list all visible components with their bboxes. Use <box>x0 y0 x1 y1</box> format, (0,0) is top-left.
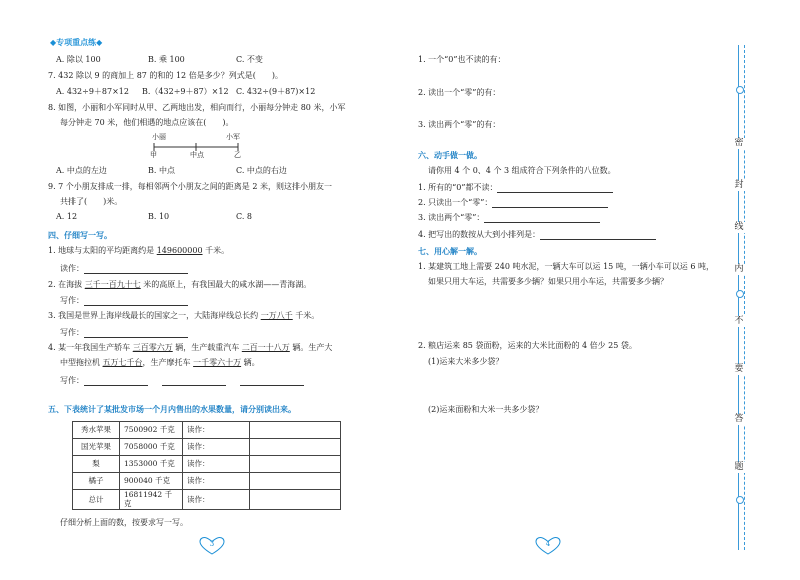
fruit-answer <box>250 439 341 456</box>
table-row <box>73 490 341 510</box>
s4-item-4-write: 写作： <box>60 376 304 386</box>
fruit-read: 读作： <box>183 422 250 439</box>
seal-char: 答 <box>729 414 749 425</box>
fruit-value: 7058000 千克 <box>120 439 183 456</box>
seal-dot <box>736 290 744 298</box>
table-row <box>73 473 341 490</box>
s5-footer: 仔细分析上面的数，按要求写一写。 <box>60 518 188 527</box>
q7-option-c: C. 432÷(9＋87)×12 <box>236 87 316 96</box>
r-item-3: 3. 读出两个“零”的有： <box>418 120 501 129</box>
s4-item-2: 2. 在海拔 三千一百九十七 米的高原上，有我国最大的咸水湖——青海湖。 <box>48 280 312 289</box>
diagram-label-midpoint: 中点 <box>190 151 204 159</box>
fruit-name: 秀水苹果 <box>73 422 120 439</box>
fruit-answer <box>250 456 341 473</box>
fruit-name: 橘子 <box>73 473 120 490</box>
fruit-name: 国光苹果 <box>73 439 120 456</box>
s6-item-4: 4. 把写出的数按从大到小排列是： <box>418 230 656 240</box>
seal-char: 不 <box>729 316 749 327</box>
fruit-value: 900040 千克 <box>120 473 183 490</box>
page-number-right: 4 <box>545 540 551 548</box>
s7-problem-2: 2. 粮店运来 85 袋面粉，运来的大米比面粉的 4 倍少 25 袋。 <box>418 341 637 350</box>
s6-item-2: 2. 只读出一个“零”： <box>418 198 608 208</box>
seal-dot <box>736 86 744 94</box>
fruit-answer <box>250 473 341 490</box>
s6-intro: 请你用 4 个 0、4 个 3 组成符合下列条件的八位数。 <box>428 166 616 175</box>
section-7-title: 七、用心解一解。 <box>418 246 482 256</box>
s4-item-1: 1. 地球与太阳的平均距离约是 149600000 千米。 <box>48 246 230 255</box>
seal-char: 封 <box>729 180 749 191</box>
s4-item-2-write: 写作： <box>60 296 188 306</box>
s4-item-3: 3. 我国是世界上海岸线最长的国家之一，大陆海岸线总长约 一万八千 千米。 <box>48 311 320 320</box>
fruit-read: 读作： <box>183 456 250 473</box>
diagram-label-jia: 甲 <box>150 151 157 159</box>
s4-item-4-line2: 中型拖拉机 五万七千台，生产摩托车 一千零六十万 辆。 <box>60 358 260 367</box>
fruit-read: 读作： <box>183 439 250 456</box>
table-row <box>73 456 341 473</box>
s4-item-3-write: 写作： <box>60 328 188 338</box>
seal-char: 内 <box>729 264 749 275</box>
fruit-name: 总计 <box>73 490 120 510</box>
s4-item-4-line1: 4. 某一年我国生产轿车 三百零六万 辆，生产载重汽车 二百一十八万 辆。生产大 <box>48 343 333 352</box>
section-badge: ◆专项重点练◆ <box>50 37 103 47</box>
seal-char: 题 <box>729 462 749 473</box>
q8-option-c: C. 中点的右边 <box>236 166 287 175</box>
table-row <box>73 422 341 439</box>
fruit-value: 1353000 千克 <box>120 456 183 473</box>
question-8-line2: 每分钟走 70 米，他们相遇的地点应该在( )。 <box>60 118 234 127</box>
fruit-read: 读作： <box>183 473 250 490</box>
s4-item-1-read: 读作： <box>60 264 188 274</box>
q8-option-b: B. 中点 <box>148 166 175 175</box>
s7-problem-2-sub2: (2)运来面粉和大米一共多少袋？ <box>428 405 544 414</box>
section-5-title: 五、下表统计了某批发市场一个月内售出的水果数量，请分别读出来。 <box>48 404 296 414</box>
seal-char: 要 <box>729 364 749 375</box>
table-row <box>73 439 341 456</box>
q7-option-b: B.（432÷9＋87）×12 <box>142 87 229 96</box>
seal-char: 线 <box>729 222 749 233</box>
s7-problem-1-line1: 1. 某建筑工地上需要 240 吨水泥，一辆大车可以运 15 吨，一辆小车可以运 6 吨， <box>418 262 714 271</box>
question-9-line1: 9. 7 个小朋友排成一排，每相邻两个小朋友之间的距离是 2 米，则这排小朋友一 <box>48 182 332 191</box>
question-9-line2: 共排了( )米。 <box>60 197 123 206</box>
option-a: A. 除以 100 <box>56 55 101 64</box>
question-8-line1: 8. 如图，小丽和小军同时从甲、乙两地出发，相向而行，小丽每分钟走 80 米，小军 <box>48 103 346 112</box>
seal-char: 密 <box>729 138 749 149</box>
r-item-2: 2. 读出一个“零”的有： <box>418 88 501 97</box>
q9-option-a: A. 12 <box>56 212 78 221</box>
diagram-label-xiaojun: 小军 <box>226 133 240 141</box>
section-6-title: 六、动手做一做。 <box>418 150 482 160</box>
section-4-title: 四、仔细写一写。 <box>48 230 112 240</box>
fruit-name: 梨 <box>73 456 120 473</box>
option-b: B. 乘 100 <box>148 55 185 64</box>
diagram-label-xiaoli: 小丽 <box>152 133 166 141</box>
seal-line-dashed <box>744 45 745 550</box>
option-c: C. 不变 <box>236 55 263 64</box>
page-number-left: 3 <box>209 540 215 548</box>
diagram-label-yi: 乙 <box>234 151 241 159</box>
s7-problem-1-line2: 如果只用大车运，共需要多少辆？如果只用小车运，共需要多少辆？ <box>428 277 668 286</box>
s6-item-1: 1. 所有的“0”都不读： <box>418 183 613 193</box>
q7-option-a: A. 432÷9＋87×12 <box>56 87 129 96</box>
fruit-answer <box>250 490 341 510</box>
fruit-table <box>72 421 341 510</box>
fruit-value: 16811942 千克 <box>120 490 183 510</box>
s7-problem-2-sub1: (1)运来大米多少袋？ <box>428 357 504 366</box>
question-7: 7. 432 除以 9 的商加上 87 的和的 12 倍是多少？列式是( )。 <box>48 71 283 80</box>
s6-item-3: 3. 读出两个“零”： <box>418 213 600 223</box>
seal-dot <box>736 496 744 504</box>
r-item-1: 1. 一个“0”也不读的有： <box>418 55 506 64</box>
q9-option-b: B. 10 <box>148 212 170 221</box>
q9-option-c: C. 8 <box>236 212 253 221</box>
q8-option-a: A. 中点的左边 <box>56 166 107 175</box>
fruit-answer <box>250 422 341 439</box>
fruit-read: 读作： <box>183 490 250 510</box>
fruit-value: 7500902 千克 <box>120 422 183 439</box>
